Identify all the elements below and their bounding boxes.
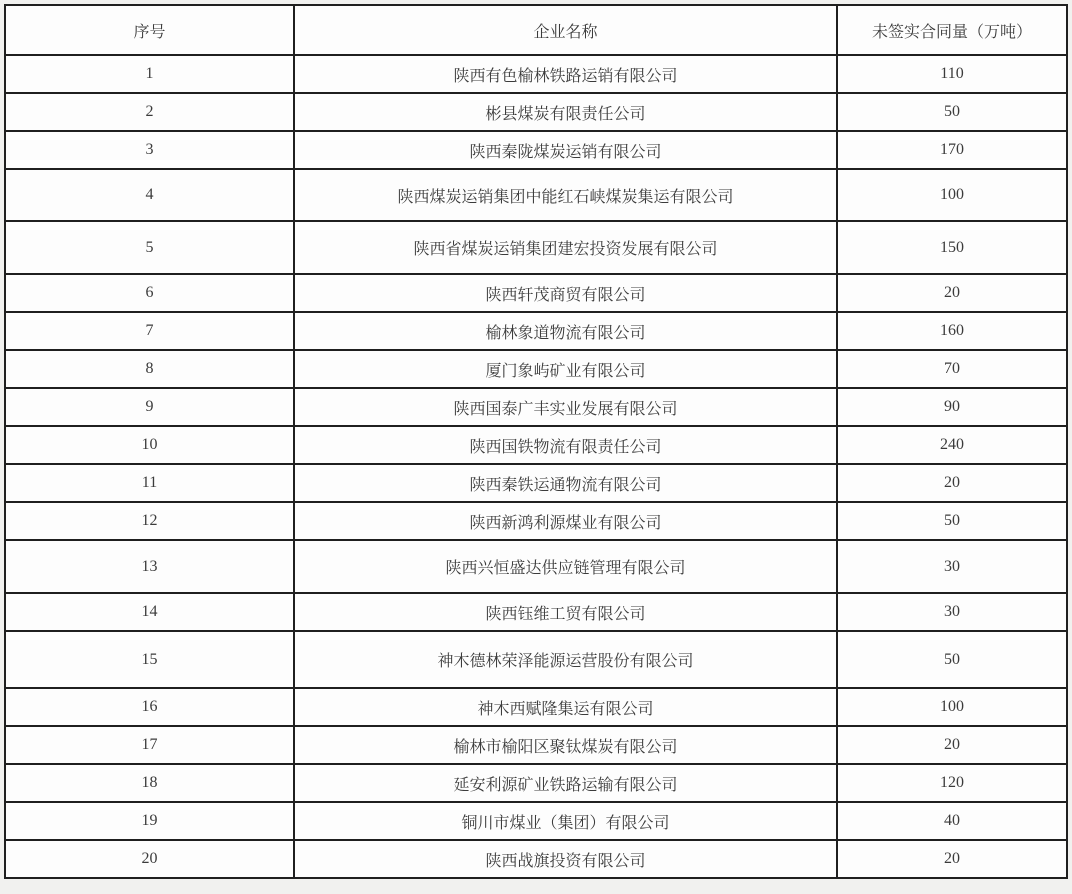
table-row bbox=[5, 93, 1067, 131]
table-row bbox=[5, 55, 1067, 93]
cell-serial-number: 4 bbox=[5, 169, 294, 221]
cell-serial-number: 13 bbox=[5, 540, 294, 593]
cell-unsigned-amount: 100 bbox=[837, 169, 1067, 221]
cell-unsigned-amount: 20 bbox=[837, 274, 1067, 312]
table-row bbox=[5, 169, 1067, 221]
header-serial-number: 序号 bbox=[5, 5, 294, 55]
cell-serial-number: 3 bbox=[5, 131, 294, 169]
cell-unsigned-amount: 30 bbox=[837, 593, 1067, 631]
cell-unsigned-amount: 150 bbox=[837, 221, 1067, 274]
cell-serial-number: 14 bbox=[5, 593, 294, 631]
cell-serial-number: 12 bbox=[5, 502, 294, 540]
table-row bbox=[5, 540, 1067, 593]
cell-serial-number: 19 bbox=[5, 802, 294, 840]
cell-unsigned-amount: 20 bbox=[837, 464, 1067, 502]
table-row bbox=[5, 274, 1067, 312]
cell-company-name: 陕西秦铁运通物流有限公司 bbox=[294, 464, 837, 502]
table-row bbox=[5, 426, 1067, 464]
cell-serial-number: 15 bbox=[5, 631, 294, 688]
cell-company-name: 陕西有色榆林铁路运销有限公司 bbox=[294, 55, 837, 93]
table-row bbox=[5, 840, 1067, 878]
cell-unsigned-amount: 40 bbox=[837, 802, 1067, 840]
cell-serial-number: 18 bbox=[5, 764, 294, 802]
cell-unsigned-amount: 20 bbox=[837, 840, 1067, 878]
table-row bbox=[5, 726, 1067, 764]
cell-company-name: 陕西新鸿利源煤业有限公司 bbox=[294, 502, 837, 540]
cell-unsigned-amount: 70 bbox=[837, 350, 1067, 388]
cell-unsigned-amount: 90 bbox=[837, 388, 1067, 426]
cell-unsigned-amount: 160 bbox=[837, 312, 1067, 350]
cell-serial-number: 10 bbox=[5, 426, 294, 464]
unsigned-contract-table bbox=[4, 4, 1068, 879]
cell-serial-number: 20 bbox=[5, 840, 294, 878]
cell-serial-number: 2 bbox=[5, 93, 294, 131]
cell-company-name: 彬县煤炭有限责任公司 bbox=[294, 93, 837, 131]
table-body bbox=[5, 55, 1067, 878]
table-row bbox=[5, 312, 1067, 350]
cell-serial-number: 8 bbox=[5, 350, 294, 388]
table-row bbox=[5, 593, 1067, 631]
table-row bbox=[5, 502, 1067, 540]
cell-unsigned-amount: 110 bbox=[837, 55, 1067, 93]
cell-serial-number: 9 bbox=[5, 388, 294, 426]
cell-company-name: 陕西国铁物流有限责任公司 bbox=[294, 426, 837, 464]
cell-unsigned-amount: 20 bbox=[837, 726, 1067, 764]
cell-unsigned-amount: 170 bbox=[837, 131, 1067, 169]
table-row bbox=[5, 764, 1067, 802]
cell-serial-number: 1 bbox=[5, 55, 294, 93]
cell-serial-number: 6 bbox=[5, 274, 294, 312]
cell-company-name: 陕西钰维工贸有限公司 bbox=[294, 593, 837, 631]
cell-unsigned-amount: 50 bbox=[837, 502, 1067, 540]
cell-company-name: 陕西煤炭运销集团中能红石峡煤炭集运有限公司 bbox=[294, 169, 837, 221]
cell-company-name: 延安利源矿业铁路运输有限公司 bbox=[294, 764, 837, 802]
cell-company-name: 陕西秦陇煤炭运销有限公司 bbox=[294, 131, 837, 169]
header-row bbox=[5, 5, 1067, 55]
cell-company-name: 神木德林荣泽能源运营股份有限公司 bbox=[294, 631, 837, 688]
cell-unsigned-amount: 50 bbox=[837, 631, 1067, 688]
cell-company-name: 陕西国泰广丰实业发展有限公司 bbox=[294, 388, 837, 426]
header-company-name: 企业名称 bbox=[294, 5, 837, 55]
cell-company-name: 陕西省煤炭运销集团建宏投资发展有限公司 bbox=[294, 221, 837, 274]
cell-unsigned-amount: 100 bbox=[837, 688, 1067, 726]
cell-unsigned-amount: 30 bbox=[837, 540, 1067, 593]
cell-serial-number: 11 bbox=[5, 464, 294, 502]
table-row bbox=[5, 802, 1067, 840]
table-row bbox=[5, 221, 1067, 274]
table-row bbox=[5, 388, 1067, 426]
table-row bbox=[5, 131, 1067, 169]
cell-company-name: 神木西赋隆集运有限公司 bbox=[294, 688, 837, 726]
cell-unsigned-amount: 120 bbox=[837, 764, 1067, 802]
table-header bbox=[5, 5, 1067, 55]
cell-company-name: 陕西战旗投资有限公司 bbox=[294, 840, 837, 878]
cell-serial-number: 17 bbox=[5, 726, 294, 764]
cell-company-name: 铜川市煤业（集团）有限公司 bbox=[294, 802, 837, 840]
cell-company-name: 厦门象屿矿业有限公司 bbox=[294, 350, 837, 388]
cell-serial-number: 7 bbox=[5, 312, 294, 350]
cell-unsigned-amount: 240 bbox=[837, 426, 1067, 464]
cell-company-name: 陕西轩茂商贸有限公司 bbox=[294, 274, 837, 312]
cell-serial-number: 16 bbox=[5, 688, 294, 726]
cell-company-name: 陕西兴恒盛达供应链管理有限公司 bbox=[294, 540, 837, 593]
table-row bbox=[5, 631, 1067, 688]
header-unsigned-amount: 未签实合同量（万吨） bbox=[837, 5, 1067, 55]
cell-serial-number: 5 bbox=[5, 221, 294, 274]
cell-company-name: 榆林市榆阳区聚钛煤炭有限公司 bbox=[294, 726, 837, 764]
cell-unsigned-amount: 50 bbox=[837, 93, 1067, 131]
table-row bbox=[5, 464, 1067, 502]
table-row bbox=[5, 350, 1067, 388]
table-row bbox=[5, 688, 1067, 726]
cell-company-name: 榆林象道物流有限公司 bbox=[294, 312, 837, 350]
